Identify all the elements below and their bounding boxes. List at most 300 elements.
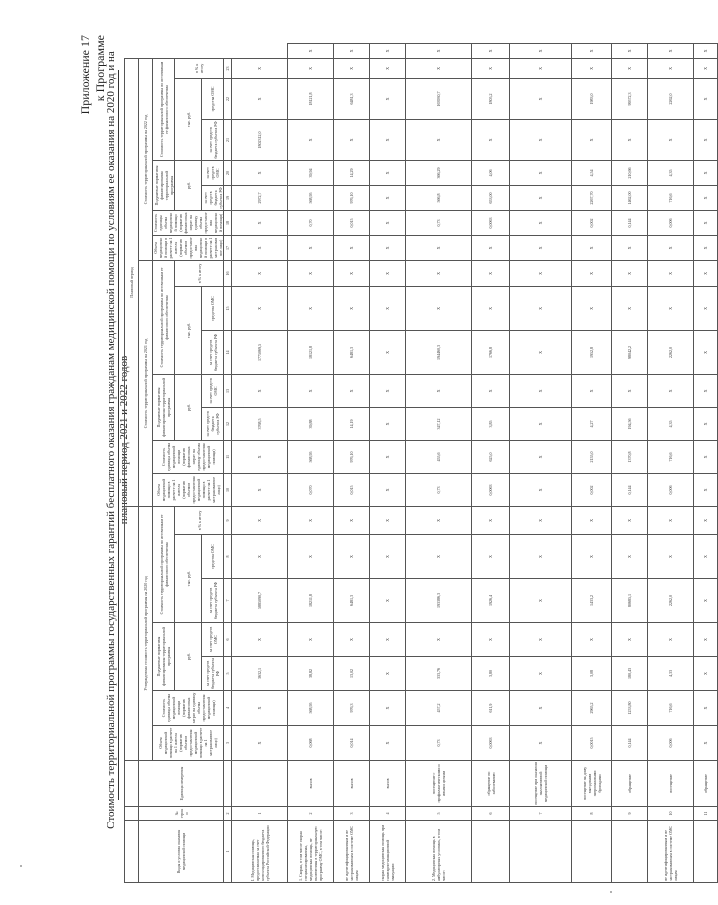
hdr-pct: в % к итогу	[175, 260, 224, 286]
row-label: 1. Скорая, в том числе скорая специализированная, медицинская помощь, не включенная в территориальную программу ОМС, в том числе:	[288, 821, 334, 883]
column-number: 17	[224, 235, 232, 260]
table-cell: X	[472, 119, 510, 160]
table-cell: X	[288, 623, 334, 657]
table-cell: X	[406, 374, 472, 407]
table-cell: X	[334, 58, 370, 78]
table-cell: 6481,3	[334, 78, 370, 119]
table-cell: X	[694, 657, 718, 691]
table-cell: 2965,2	[572, 691, 612, 726]
table-cell: 1253,80	[612, 691, 648, 726]
table-row	[406, 44, 472, 883]
table-cell: X	[612, 44, 648, 59]
table-cell: X	[334, 286, 370, 330]
hdr-thousand-rub: тыс. руб.	[175, 535, 202, 623]
hdr-oms-funds: средства ОМС	[202, 286, 224, 330]
table-cell: X	[472, 260, 510, 286]
table-cell: 1802312,0	[232, 119, 288, 160]
table-cell: X	[648, 286, 694, 330]
hdr-budget: за счет средств бюджета субъекта РФ	[202, 407, 224, 440]
hdr-percapita-2022: Подушевые нормативы финансирования территориальной программы	[153, 160, 175, 210]
table-cell: X	[406, 44, 472, 59]
table-cell: X	[370, 579, 406, 623]
table-cell: X	[370, 407, 406, 440]
table-cell: X	[648, 374, 694, 407]
table-cell: X	[694, 78, 718, 119]
table-cell: X	[406, 235, 472, 260]
table-cell: 976,3	[334, 691, 370, 726]
row-label	[612, 821, 648, 883]
table-cell: X	[510, 119, 572, 160]
column-number	[224, 761, 232, 807]
table-cell: 3,85	[472, 407, 510, 440]
column-number: 9	[224, 506, 232, 534]
row-label	[510, 821, 572, 883]
table-cell: X	[572, 623, 612, 657]
table-cell: X	[334, 623, 370, 657]
hdr-budget: за счет средств бюджета субъекта РФ	[202, 657, 224, 691]
table-cell: 0,0063	[472, 210, 510, 235]
row-unit: обращение	[612, 761, 648, 807]
table-cell: X	[232, 726, 288, 761]
table-cell: 2155,0	[572, 440, 612, 473]
column-number: 6	[224, 623, 232, 657]
table-row	[510, 44, 572, 883]
row-unit: обращение по заболеванию	[472, 761, 510, 807]
table-cell: X	[232, 260, 288, 286]
hdr-rub: руб.	[175, 160, 202, 210]
table-cell: X	[510, 535, 572, 579]
hdr-pct: в % к итогу	[175, 58, 224, 78]
scan-speck	[610, 891, 612, 893]
table-cell: 568,95	[288, 185, 334, 210]
table-cell: 4,27	[572, 407, 612, 440]
row-unit: посещение	[648, 761, 694, 807]
hdr-percapita-2021: Подушевые нормативы финансирования территориальной программы	[153, 374, 175, 440]
table-cell: X	[406, 535, 472, 579]
table-cell: X	[510, 58, 572, 78]
table-cell: X	[510, 78, 572, 119]
table-cell: X	[510, 407, 572, 440]
table-cell: X	[472, 535, 510, 579]
hdr-budget: за счет средств бюджета субъекта РФ	[202, 579, 224, 623]
table-cell: X	[694, 691, 718, 726]
table-cell: 653,00	[472, 185, 510, 210]
table-cell: X	[694, 160, 718, 185]
table-cell: X	[694, 407, 718, 440]
table-cell: 39,94	[288, 160, 334, 185]
table-cell: X	[648, 506, 694, 534]
table-cell: X	[334, 235, 370, 260]
row-number: 5	[406, 807, 472, 821]
table-cell: 18211,8	[288, 579, 334, 623]
table-row	[288, 44, 334, 883]
table-cell: X	[648, 535, 694, 579]
row-unit: посещение на дому выездными патронажными бригадами	[572, 761, 612, 807]
table-cell: 976,10	[334, 440, 370, 473]
row-unit: посещение при оказании паллиативной медицинской помощи	[510, 761, 572, 807]
table-cell: X	[694, 579, 718, 623]
row-number: 10	[648, 807, 694, 821]
row-label	[572, 821, 612, 883]
table-cell: 625,0	[472, 440, 510, 473]
column-number: 12	[224, 407, 232, 440]
table-cell: X	[370, 119, 406, 160]
table-cell: 2267,70	[572, 185, 612, 210]
table-cell: X	[334, 374, 370, 407]
appendix-block	[78, 35, 108, 114]
table-cell: X	[510, 44, 572, 59]
table-cell: X	[510, 374, 572, 407]
column-number: 2	[224, 807, 232, 821]
table-cell: 0,144	[612, 726, 648, 761]
table-cell: 163930,7	[406, 78, 472, 119]
table-cell: X	[694, 374, 718, 407]
table-cell: 0,70	[288, 210, 334, 235]
table-cell: 1462,00	[612, 185, 648, 210]
table-cell: X	[472, 623, 510, 657]
table-cell: X	[288, 535, 334, 579]
table-cell: 98042,2	[612, 330, 648, 374]
table-cell: X	[572, 235, 612, 260]
appendix-program: к Программе	[93, 35, 107, 102]
table-row	[572, 44, 612, 883]
table-cell: 6481,3	[334, 579, 370, 623]
table-cell: 3632,1	[232, 657, 288, 691]
table-cell: X	[334, 535, 370, 579]
table-cell: 180,43	[612, 657, 648, 691]
hdr-budget: за счет средств бюджета субъекта РФ	[202, 187, 223, 209]
table-cell: 0,73	[406, 473, 472, 506]
row-number: 6	[472, 807, 510, 821]
hdr-unitcost-2022: Стоимость единицы объема медицинской помощи (норматив финансовых затрат на единицу объема предоставления медицинской помощи)	[153, 212, 223, 234]
table-cell: X	[232, 506, 288, 534]
column-number: 11	[224, 440, 232, 473]
table-cell: X	[370, 535, 406, 579]
hdr-oms: за счет средств ОМС	[202, 623, 224, 657]
table-cell: X	[694, 119, 718, 160]
table-cell: X	[370, 657, 406, 691]
table-cell: 2972,7	[232, 185, 288, 210]
table-cell: 457,2	[406, 691, 472, 726]
row-number: 7	[510, 807, 572, 821]
table-cell: X	[648, 119, 694, 160]
hdr-rub: руб.	[175, 623, 202, 691]
table-cell: X	[510, 440, 572, 473]
hdr-cost-2021: Стоимость территориальной программы на 2021 год	[139, 260, 153, 506]
table-cell: X	[334, 260, 370, 286]
table-cell: X	[472, 374, 510, 407]
table-cell: X	[370, 185, 406, 210]
table-cell: 3,80	[472, 657, 510, 691]
table-cell: 0,144	[612, 473, 648, 506]
table-cell: X	[406, 286, 472, 330]
table-cell: 566,8	[406, 185, 472, 210]
table-cell: X	[370, 473, 406, 506]
hdr-volume-2020: Объем медицинской помощи в расчете на 1 жителя (норматив объемов предоставления медицинской помощи в расчете на 1 застрахованное лицо)	[153, 726, 224, 761]
table-cell: X	[510, 260, 572, 286]
row-number: 11	[694, 807, 718, 821]
table-cell: 38,82	[288, 657, 334, 691]
table-cell: 2262,0	[648, 78, 694, 119]
table-cell: 80685,1	[612, 579, 648, 623]
table-cell: 0,002	[572, 210, 612, 235]
table-row	[370, 44, 406, 883]
table-cell: 210,66	[612, 160, 648, 185]
row-label: 2. Медицинская помощь в амбулаторных условиях, в том числе:	[406, 821, 472, 883]
table-cell: 1766,8	[472, 330, 510, 374]
table-cell: X	[370, 44, 406, 59]
column-number: 18	[224, 210, 232, 235]
table-cell: X	[694, 185, 718, 210]
table-cell: X	[370, 160, 406, 185]
table-cell: 0,006	[648, 726, 694, 761]
hdr-budget: за счет средств бюджета субъекта РФ	[202, 330, 224, 374]
table-cell: X	[572, 506, 612, 534]
table-cell: 0,144	[612, 210, 648, 235]
table-cell: X	[232, 440, 288, 473]
table-cell: 976,10	[334, 185, 370, 210]
table-cell: X	[694, 535, 718, 579]
table-cell: 716,6	[648, 440, 694, 473]
table-cell: X	[510, 330, 572, 374]
hdr-unit: Единица измерения	[139, 761, 224, 807]
table-cell: 4,33	[648, 657, 694, 691]
column-number: 21	[224, 119, 232, 160]
table-cell: X	[472, 235, 510, 260]
hdr-row-no: № строки	[139, 807, 224, 821]
row-label: не идентифицированным и не застрахованным в системе ОМС лицам	[334, 821, 370, 883]
table-cell: X	[232, 473, 288, 506]
table-cell: X	[472, 44, 510, 59]
column-number: 7	[224, 579, 232, 623]
table-cell: 0,015	[334, 210, 370, 235]
hdr-volume-2021: Объем медицинской помощи в расчете на 1 жителя (норматив объемов предоставления медицинской помощи в расчете на 1 застрахованное лицо)	[153, 473, 224, 506]
table-cell: X	[612, 119, 648, 160]
table-cell: 193386,3	[406, 579, 472, 623]
table-cell: 6481,3	[334, 330, 370, 374]
table-cell: X	[694, 506, 718, 534]
table-cell: X	[612, 260, 648, 286]
hdr-budget: за счет средств бюджета субъекта РФ	[202, 119, 224, 160]
row-number: 1	[232, 807, 288, 821]
hdr-oms-funds: средства ОМС	[202, 535, 224, 579]
hdr-empty	[125, 506, 139, 760]
row-unit: обращение	[694, 761, 718, 807]
table-cell: X	[510, 185, 572, 210]
table-cell: 716,6	[648, 185, 694, 210]
row-label: скорая медицинская помощь при санитарно-авиационной эвакуации	[370, 821, 406, 883]
column-number: 15	[224, 286, 232, 330]
table-cell: X	[648, 235, 694, 260]
table-cell: X	[232, 235, 288, 260]
column-number: 13	[224, 374, 232, 407]
table-cell: X	[572, 535, 612, 579]
table-cell: X	[510, 579, 572, 623]
table-cell: X	[612, 374, 648, 407]
table-cell: X	[288, 44, 334, 59]
hdr-cost-2022: Стоимость территориальной программы на 2022 год	[139, 58, 153, 260]
table-cell: X	[648, 58, 694, 78]
table-row	[232, 44, 288, 883]
column-number: 14	[224, 330, 232, 374]
table-cell: X	[510, 623, 572, 657]
table-cell: 0,015	[334, 473, 370, 506]
table-cell: X	[694, 286, 718, 330]
table-cell: X	[370, 506, 406, 534]
hdr-percapita-2020: Подушевые нормативы финансирования территориальной программы	[153, 623, 175, 691]
table-row	[648, 44, 694, 883]
table-row	[612, 44, 648, 883]
table-cell: X	[232, 374, 288, 407]
table-cell: X	[288, 58, 334, 78]
table-cell: X	[370, 210, 406, 235]
table-cell: X	[370, 330, 406, 374]
column-number: 16	[224, 260, 232, 286]
table-row	[694, 44, 718, 883]
table-cell: X	[232, 78, 288, 119]
table-cell: 455,6	[406, 440, 472, 473]
table-cell: X	[612, 506, 648, 534]
hdr-pct: в % к итогу	[175, 506, 224, 534]
table-cell: X	[370, 78, 406, 119]
table-cell: X	[232, 210, 288, 235]
table-cell: X	[406, 623, 472, 657]
hdr-rub: руб.	[175, 374, 202, 440]
table-cell: X	[370, 235, 406, 260]
table-cell: 14,19	[334, 407, 370, 440]
row-unit: вызов	[288, 761, 334, 807]
column-number: 3	[224, 726, 232, 761]
table-row	[472, 44, 510, 883]
table-cell: X	[370, 623, 406, 657]
table-cell: 0,0015	[572, 726, 612, 761]
table-cell: 716,6	[648, 691, 694, 726]
row-number: 4	[370, 807, 406, 821]
row-unit	[232, 761, 288, 807]
row-number: 9	[612, 807, 648, 821]
table-cell: X	[288, 119, 334, 160]
table-cell: 568,95	[288, 440, 334, 473]
table-cell: 568,95	[288, 691, 334, 726]
table-cell: 1370,8	[612, 440, 648, 473]
table-cell: X	[510, 726, 572, 761]
table-cell: 4,54	[572, 160, 612, 185]
table-cell: X	[510, 286, 572, 330]
hdr-oms: за счет средств ОМС	[202, 374, 224, 407]
table-cell: 99572,3	[612, 78, 648, 119]
table-cell: X	[406, 119, 472, 160]
table-cell: X	[694, 473, 718, 506]
row-number: 3	[334, 807, 370, 821]
row-unit: вызов	[370, 761, 406, 807]
table-cell: 4,06	[472, 160, 510, 185]
table-cell: 0,068	[288, 726, 334, 761]
table-cell: 1952,8	[572, 330, 612, 374]
table-cell: 4,35	[648, 407, 694, 440]
table-cell: X	[406, 58, 472, 78]
column-number: 10	[224, 473, 232, 506]
scan-speck	[20, 865, 22, 867]
table-cell: X	[612, 623, 648, 657]
hdr-types: Виды и условия оказания медицинской помощи	[139, 821, 224, 883]
table-cell: X	[694, 440, 718, 473]
hdr-volume-2022: Объем медицинской помощи в расчете на 1 жителя (норматив объемов предоставления медицинской помощи в расчете на 1 застрахованное лицо)	[153, 235, 224, 260]
table-cell: X	[472, 506, 510, 534]
table-cell: 0,73	[406, 726, 472, 761]
table-cell: X	[510, 691, 572, 726]
table-cell: X	[694, 726, 718, 761]
hdr-progcost-2020: Стоимость территориальной программы по источникам ее финансового обеспечения	[153, 506, 175, 622]
table-cell: 1983,0	[572, 78, 612, 119]
table-cell: X	[612, 235, 648, 260]
table-cell: X	[232, 535, 288, 579]
table-cell: X	[612, 535, 648, 579]
table-cell: 1433,2	[572, 579, 612, 623]
hdr-oms-funds: средства ОМС	[202, 78, 224, 119]
table-cell: 0,070	[288, 473, 334, 506]
hdr-empty	[125, 761, 139, 807]
table-cell: X	[694, 210, 718, 235]
table-cell: 333,76	[406, 657, 472, 691]
table-cell: X	[472, 286, 510, 330]
hdr-thousand-rub: тыс. руб.	[175, 78, 202, 160]
table-cell: X	[510, 210, 572, 235]
column-numbers-row	[224, 44, 232, 883]
table-cell: X	[232, 286, 288, 330]
table-cell: 0,0063	[472, 726, 510, 761]
table-cell: 611,9	[472, 691, 510, 726]
table-cell: X	[510, 657, 572, 691]
table-cell: X	[288, 235, 334, 260]
table-cell: X	[406, 506, 472, 534]
table-cell: X	[572, 44, 612, 59]
table-body	[232, 44, 718, 883]
hdr-planned-period: Плановый период	[125, 58, 139, 506]
row-label: не идентифицированным и не застрахованным в системе ОМС лицам	[648, 821, 694, 883]
table-cell: X	[510, 506, 572, 534]
table-cell: 2262,0	[648, 330, 694, 374]
table-cell: X	[288, 506, 334, 534]
table-cell: X	[648, 44, 694, 59]
row-label: I. Медицинская помощь, предоставляемая за счет консолидированного бюджета субъекта Российской Федерации	[232, 821, 288, 883]
table-cell: X	[232, 160, 288, 185]
table-cell: X	[370, 440, 406, 473]
table-cell: X	[694, 260, 718, 286]
table-cell: X	[288, 374, 334, 407]
table-cell: X	[334, 119, 370, 160]
table-cell: 1775069,5	[232, 330, 288, 374]
row-number: 2	[288, 807, 334, 821]
appendix-number: Приложение 17	[78, 35, 92, 115]
table-cell: X	[572, 58, 612, 78]
cost-table	[124, 43, 718, 883]
hdr-oms: за счет средств ОМС	[202, 160, 224, 185]
row-number: 8	[572, 807, 612, 821]
table-cell: X	[334, 506, 370, 534]
table-cell: X	[648, 260, 694, 286]
column-number: 4	[224, 691, 232, 726]
table-cell: X	[334, 44, 370, 59]
table-cell: X	[370, 374, 406, 407]
table-cell: 194,56	[612, 407, 648, 440]
table-cell: X	[232, 623, 288, 657]
table-cell: 13,02	[334, 657, 370, 691]
table-cell: X	[472, 58, 510, 78]
column-number: 1	[224, 821, 232, 883]
table-cell: X	[572, 260, 612, 286]
table-cell: 0,006	[648, 473, 694, 506]
table-cell: X	[370, 260, 406, 286]
